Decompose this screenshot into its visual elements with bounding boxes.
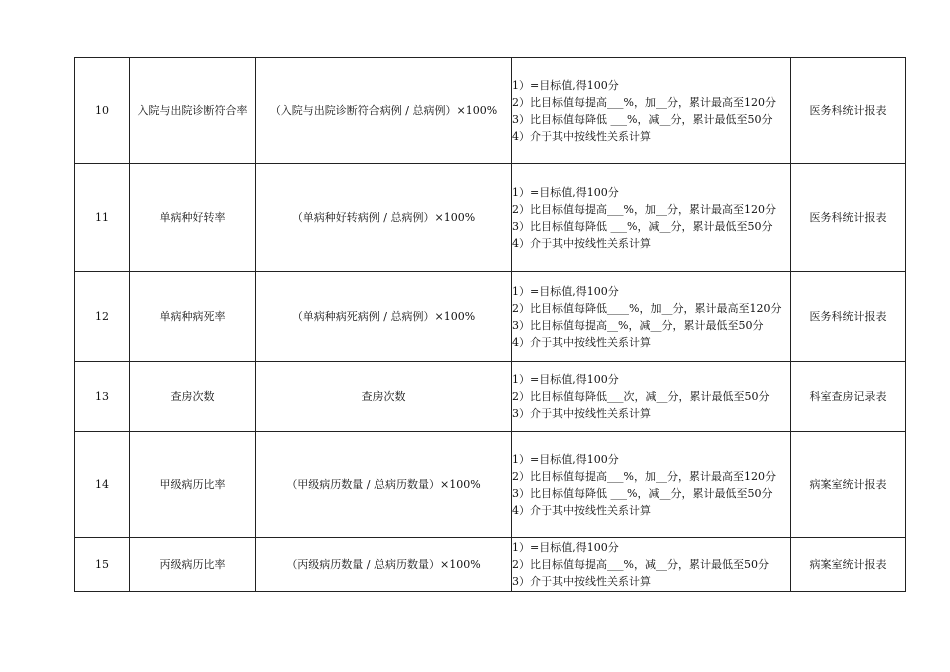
item-number: 14 bbox=[75, 432, 130, 538]
table-row bbox=[75, 432, 906, 538]
scoring-rules bbox=[512, 58, 791, 164]
indicator-name: 入院与出院诊断符合率 bbox=[130, 58, 256, 164]
rule-line: 2）比目标值每降低____%，加__分，累计最高至120分 bbox=[512, 301, 782, 315]
rule-line: 3）介于其中按线性关系计算 bbox=[512, 575, 651, 588]
data-source: 医务科统计报表 bbox=[791, 58, 906, 164]
item-number: 11 bbox=[75, 164, 130, 272]
rule-line: 3）比目标值每降低 ___%，减__分，累计最低至50分 bbox=[512, 112, 773, 126]
rule-line: 2）比目标值每提高___%，加__分，累计最高至120分 bbox=[512, 202, 776, 216]
rule-line: 1）=目标值,得100分 bbox=[512, 284, 619, 298]
item-number: 15 bbox=[75, 538, 130, 592]
indicator-name: 查房次数 bbox=[130, 362, 256, 432]
formula: （单病种好转病例 / 总病例）×100% bbox=[256, 164, 512, 272]
formula: （单病种病死病例 / 总病例）×100% bbox=[256, 272, 512, 362]
rule-line: 3）介于其中按线性关系计算 bbox=[512, 407, 651, 420]
table-row bbox=[75, 538, 906, 592]
item-number: 13 bbox=[75, 362, 130, 432]
indicator-name: 丙级病历比率 bbox=[130, 538, 256, 592]
rule-line: 1）=目标值,得100分 bbox=[512, 78, 619, 92]
rule-line: 2）比目标值每提高___%，加__分，累计最高至120分 bbox=[512, 469, 776, 483]
rule-line: 2）比目标值每提高___%，减__分，累计最低至50分 bbox=[512, 558, 769, 571]
scoring-rules bbox=[512, 164, 791, 272]
formula: 查房次数 bbox=[256, 362, 512, 432]
indicator-name: 单病种病死率 bbox=[130, 272, 256, 362]
formula: （入院与出院诊断符合病例 / 总病例）×100% bbox=[256, 58, 512, 164]
indicator-name: 甲级病历比率 bbox=[130, 432, 256, 538]
table-row bbox=[75, 58, 906, 164]
data-source: 病案室统计报表 bbox=[791, 432, 906, 538]
rule-line: 1）=目标值,得100分 bbox=[512, 541, 619, 554]
rule-line: 4）介于其中按线性关系计算 bbox=[512, 129, 651, 143]
data-source: 病案室统计报表 bbox=[791, 538, 906, 592]
data-source: 医务科统计报表 bbox=[791, 164, 906, 272]
table-row bbox=[75, 362, 906, 432]
data-source: 科室查房记录表 bbox=[791, 362, 906, 432]
rule-line: 2）比目标值每提高___%，加__分，累计最高至120分 bbox=[512, 95, 776, 109]
formula: （甲级病历数量 / 总病历数量）×100% bbox=[256, 432, 512, 538]
rule-line: 4）介于其中按线性关系计算 bbox=[512, 236, 651, 250]
kpi-table bbox=[74, 57, 906, 592]
scoring-rules bbox=[512, 432, 791, 538]
scoring-rules bbox=[512, 272, 791, 362]
rule-line: 1）=目标值,得100分 bbox=[512, 373, 619, 386]
data-source: 医务科统计报表 bbox=[791, 272, 906, 362]
scoring-rules bbox=[512, 538, 791, 592]
indicator-name: 单病种好转率 bbox=[130, 164, 256, 272]
table-row bbox=[75, 272, 906, 362]
rule-line: 3）比目标值每降低 ___%，减__分，累计最低至50分 bbox=[512, 486, 773, 500]
rule-line: 1）=目标值,得100分 bbox=[512, 452, 619, 466]
rule-line: 3）比目标值每提高__%，减__分，累计最低至50分 bbox=[512, 318, 764, 332]
scoring-rules bbox=[512, 362, 791, 432]
rule-line: 1）=目标值,得100分 bbox=[512, 185, 619, 199]
rule-line: 4）介于其中按线性关系计算 bbox=[512, 335, 651, 349]
rule-line: 4）介于其中按线性关系计算 bbox=[512, 503, 651, 517]
item-number: 12 bbox=[75, 272, 130, 362]
item-number: 10 bbox=[75, 58, 130, 164]
formula: （丙级病历数量 / 总病历数量）×100% bbox=[256, 538, 512, 592]
rule-line: 3）比目标值每降低 ___%，减__分，累计最低至50分 bbox=[512, 219, 773, 233]
rule-line: 2）比目标值每降低___次，减__分，累计最低至50分 bbox=[512, 390, 770, 403]
table-row bbox=[75, 164, 906, 272]
